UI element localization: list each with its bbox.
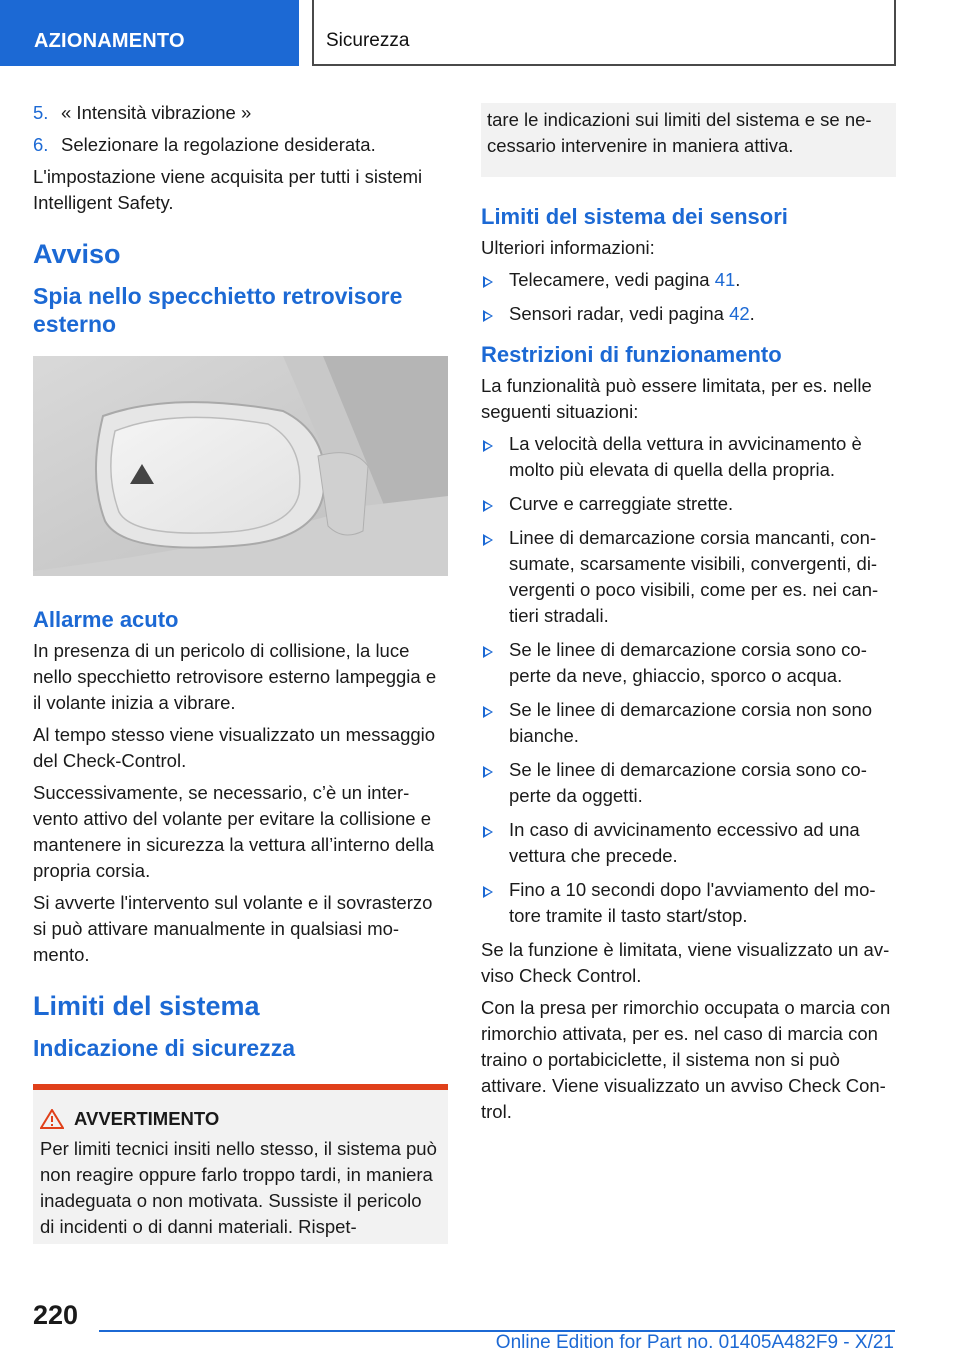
ref-end: . bbox=[749, 303, 755, 324]
ref-text: Sensori radar, vedi pagina bbox=[509, 303, 730, 324]
list-item-text: Se le linee di demarcazione corsia non sono bianche. bbox=[509, 699, 873, 746]
step-item bbox=[33, 100, 448, 126]
restrizioni-intro: La funzionalità può essere limitata, per es. nelle seguenti situazioni: bbox=[481, 375, 872, 422]
rimorchio-paragraph: Con la presa per rimorchio occupata o marcia con rimorchio attivata, per es. nel caso di marcia con traino o portabiciclette, il sistema non si può attivare. Viene visualizzato un avviso Check Con-trol. bbox=[481, 997, 891, 1122]
bullet-triangle-icon bbox=[483, 440, 493, 452]
list-item bbox=[481, 267, 896, 293]
list-item bbox=[481, 697, 896, 749]
mirror-illustration bbox=[33, 356, 448, 576]
list-item bbox=[481, 301, 896, 327]
list-item bbox=[481, 877, 896, 929]
limitata-paragraph: Se la funzione è limitata, viene visualizzato un av-viso Check Control. bbox=[481, 939, 890, 986]
list-item bbox=[481, 637, 896, 689]
heading-indicazione: Indicazione di sicurezza bbox=[33, 1035, 296, 1061]
bullet-triangle-icon bbox=[483, 706, 493, 718]
step-text: Selezionare la regolazione desiderata. bbox=[61, 134, 376, 155]
allarme-paragraph-1: In presenza di un pericolo di collisione, la luce nello specchietto retrovisore esterno lampeggia e il volante inizia a vibrare. bbox=[33, 640, 437, 713]
bullet-triangle-icon bbox=[483, 276, 493, 288]
list-item-text: Fino a 10 secondi dopo l'avviamento del mo-tore tramite il tasto start/stop. bbox=[509, 879, 876, 926]
warning-box-continued: tare le indicazioni sui limiti del sistema e se ne-cessario intervenire in maniera attiva. bbox=[481, 103, 896, 177]
refs-list bbox=[481, 267, 896, 327]
bullet-triangle-icon bbox=[483, 766, 493, 778]
heading-spia: Spia nello specchietto retrovisore esterno bbox=[33, 283, 403, 337]
warning-box bbox=[33, 1084, 448, 1244]
step-number: 5. bbox=[33, 102, 49, 123]
list-item-text: La velocità della vettura in avvicinamento è molto più elevata di quella della propria. bbox=[509, 433, 862, 480]
steps-list bbox=[33, 100, 448, 158]
header-chapter-tab: Sicurezza bbox=[312, 0, 896, 66]
page-link[interactable]: 42 bbox=[729, 303, 750, 324]
step-number: 6. bbox=[33, 134, 49, 155]
list-item bbox=[481, 817, 896, 869]
restrizioni-list bbox=[481, 431, 896, 929]
bullet-triangle-icon bbox=[483, 886, 493, 898]
allarme-paragraph-4: Si avverte l'intervento sul volante e il sovrasterzo si può attivare manualmente in qualsiasi mo-mento. bbox=[33, 892, 433, 965]
heading-avviso: Avviso bbox=[33, 239, 121, 269]
page-link[interactable]: 41 bbox=[714, 269, 736, 290]
warning-text: Per limiti tecnici insiti nello stesso, il sistema può non reagire oppure farlo troppo tardi, in maniera inadeguata o non motivata. Sussiste il pericolo di incidenti o di danni materiali. Rispet- bbox=[40, 1138, 437, 1237]
step-text: « Intensità vibrazione » bbox=[61, 102, 252, 123]
bullet-triangle-icon bbox=[483, 534, 493, 546]
bullet-triangle-icon bbox=[483, 646, 493, 658]
warning-title-text: AVVERTIMENTO bbox=[74, 1108, 220, 1129]
bullet-triangle-icon bbox=[483, 310, 493, 322]
list-item bbox=[481, 491, 896, 517]
list-item-text: Linee di demarcazione corsia mancanti, con-sumate, scarsamente visibili, convergenti, di-vergenti o poco visibili, come per es. nei can-tieri stradali. bbox=[509, 527, 879, 626]
left-column bbox=[33, 100, 448, 1244]
ref-end: . bbox=[735, 269, 741, 290]
heading-limiti: Limiti del sistema bbox=[33, 991, 260, 1021]
info-paragraph: Ulteriori informazioni: bbox=[481, 237, 655, 258]
right-column bbox=[481, 103, 896, 1131]
allarme-paragraph-3: Successivamente, se necessario, c’è un inter-vento attivo del volante per evitare la collisione e mantenere in sicurezza la vettura all’interno della propria corsia. bbox=[33, 782, 435, 881]
step-item bbox=[33, 132, 448, 158]
intro-paragraph: L'impostazione viene acquisita per tutti i sistemi Intelligent Safety. bbox=[33, 166, 423, 213]
allarme-paragraph-2: Al tempo stesso viene visualizzato un messaggio del Check-Control. bbox=[33, 724, 436, 771]
list-item bbox=[481, 431, 896, 483]
heading-allarme: Allarme acuto bbox=[33, 607, 179, 632]
warning-triangle-icon bbox=[40, 1109, 64, 1129]
bullet-triangle-icon bbox=[483, 500, 493, 512]
page-number: 220 bbox=[33, 1300, 79, 1330]
list-item-text: In caso di avvicinamento eccessivo ad una vettura che precede. bbox=[509, 819, 860, 866]
ref-text: Telecamere, vedi pagina bbox=[509, 269, 715, 290]
heading-restrizioni: Restrizioni di funzionamento bbox=[481, 342, 782, 367]
list-item-text: Curve e carreggiate strette. bbox=[509, 493, 734, 514]
list-item bbox=[481, 757, 896, 809]
warning-title bbox=[40, 1108, 440, 1130]
heading-sensori: Limiti del sistema dei sensori bbox=[481, 204, 788, 229]
header-section-tab: AZIONAMENTO bbox=[0, 0, 299, 66]
bullet-triangle-icon bbox=[483, 826, 493, 838]
list-item-text: Se le linee di demarcazione corsia sono co-perte da oggetti. bbox=[509, 759, 867, 806]
list-item-text: Se le linee di demarcazione corsia sono co-perte da neve, ghiaccio, sporco o acqua. bbox=[509, 639, 867, 686]
footer-edition: Online Edition for Part no. 01405A482F9 - X/21 bbox=[495, 1332, 894, 1353]
list-item bbox=[481, 525, 896, 629]
